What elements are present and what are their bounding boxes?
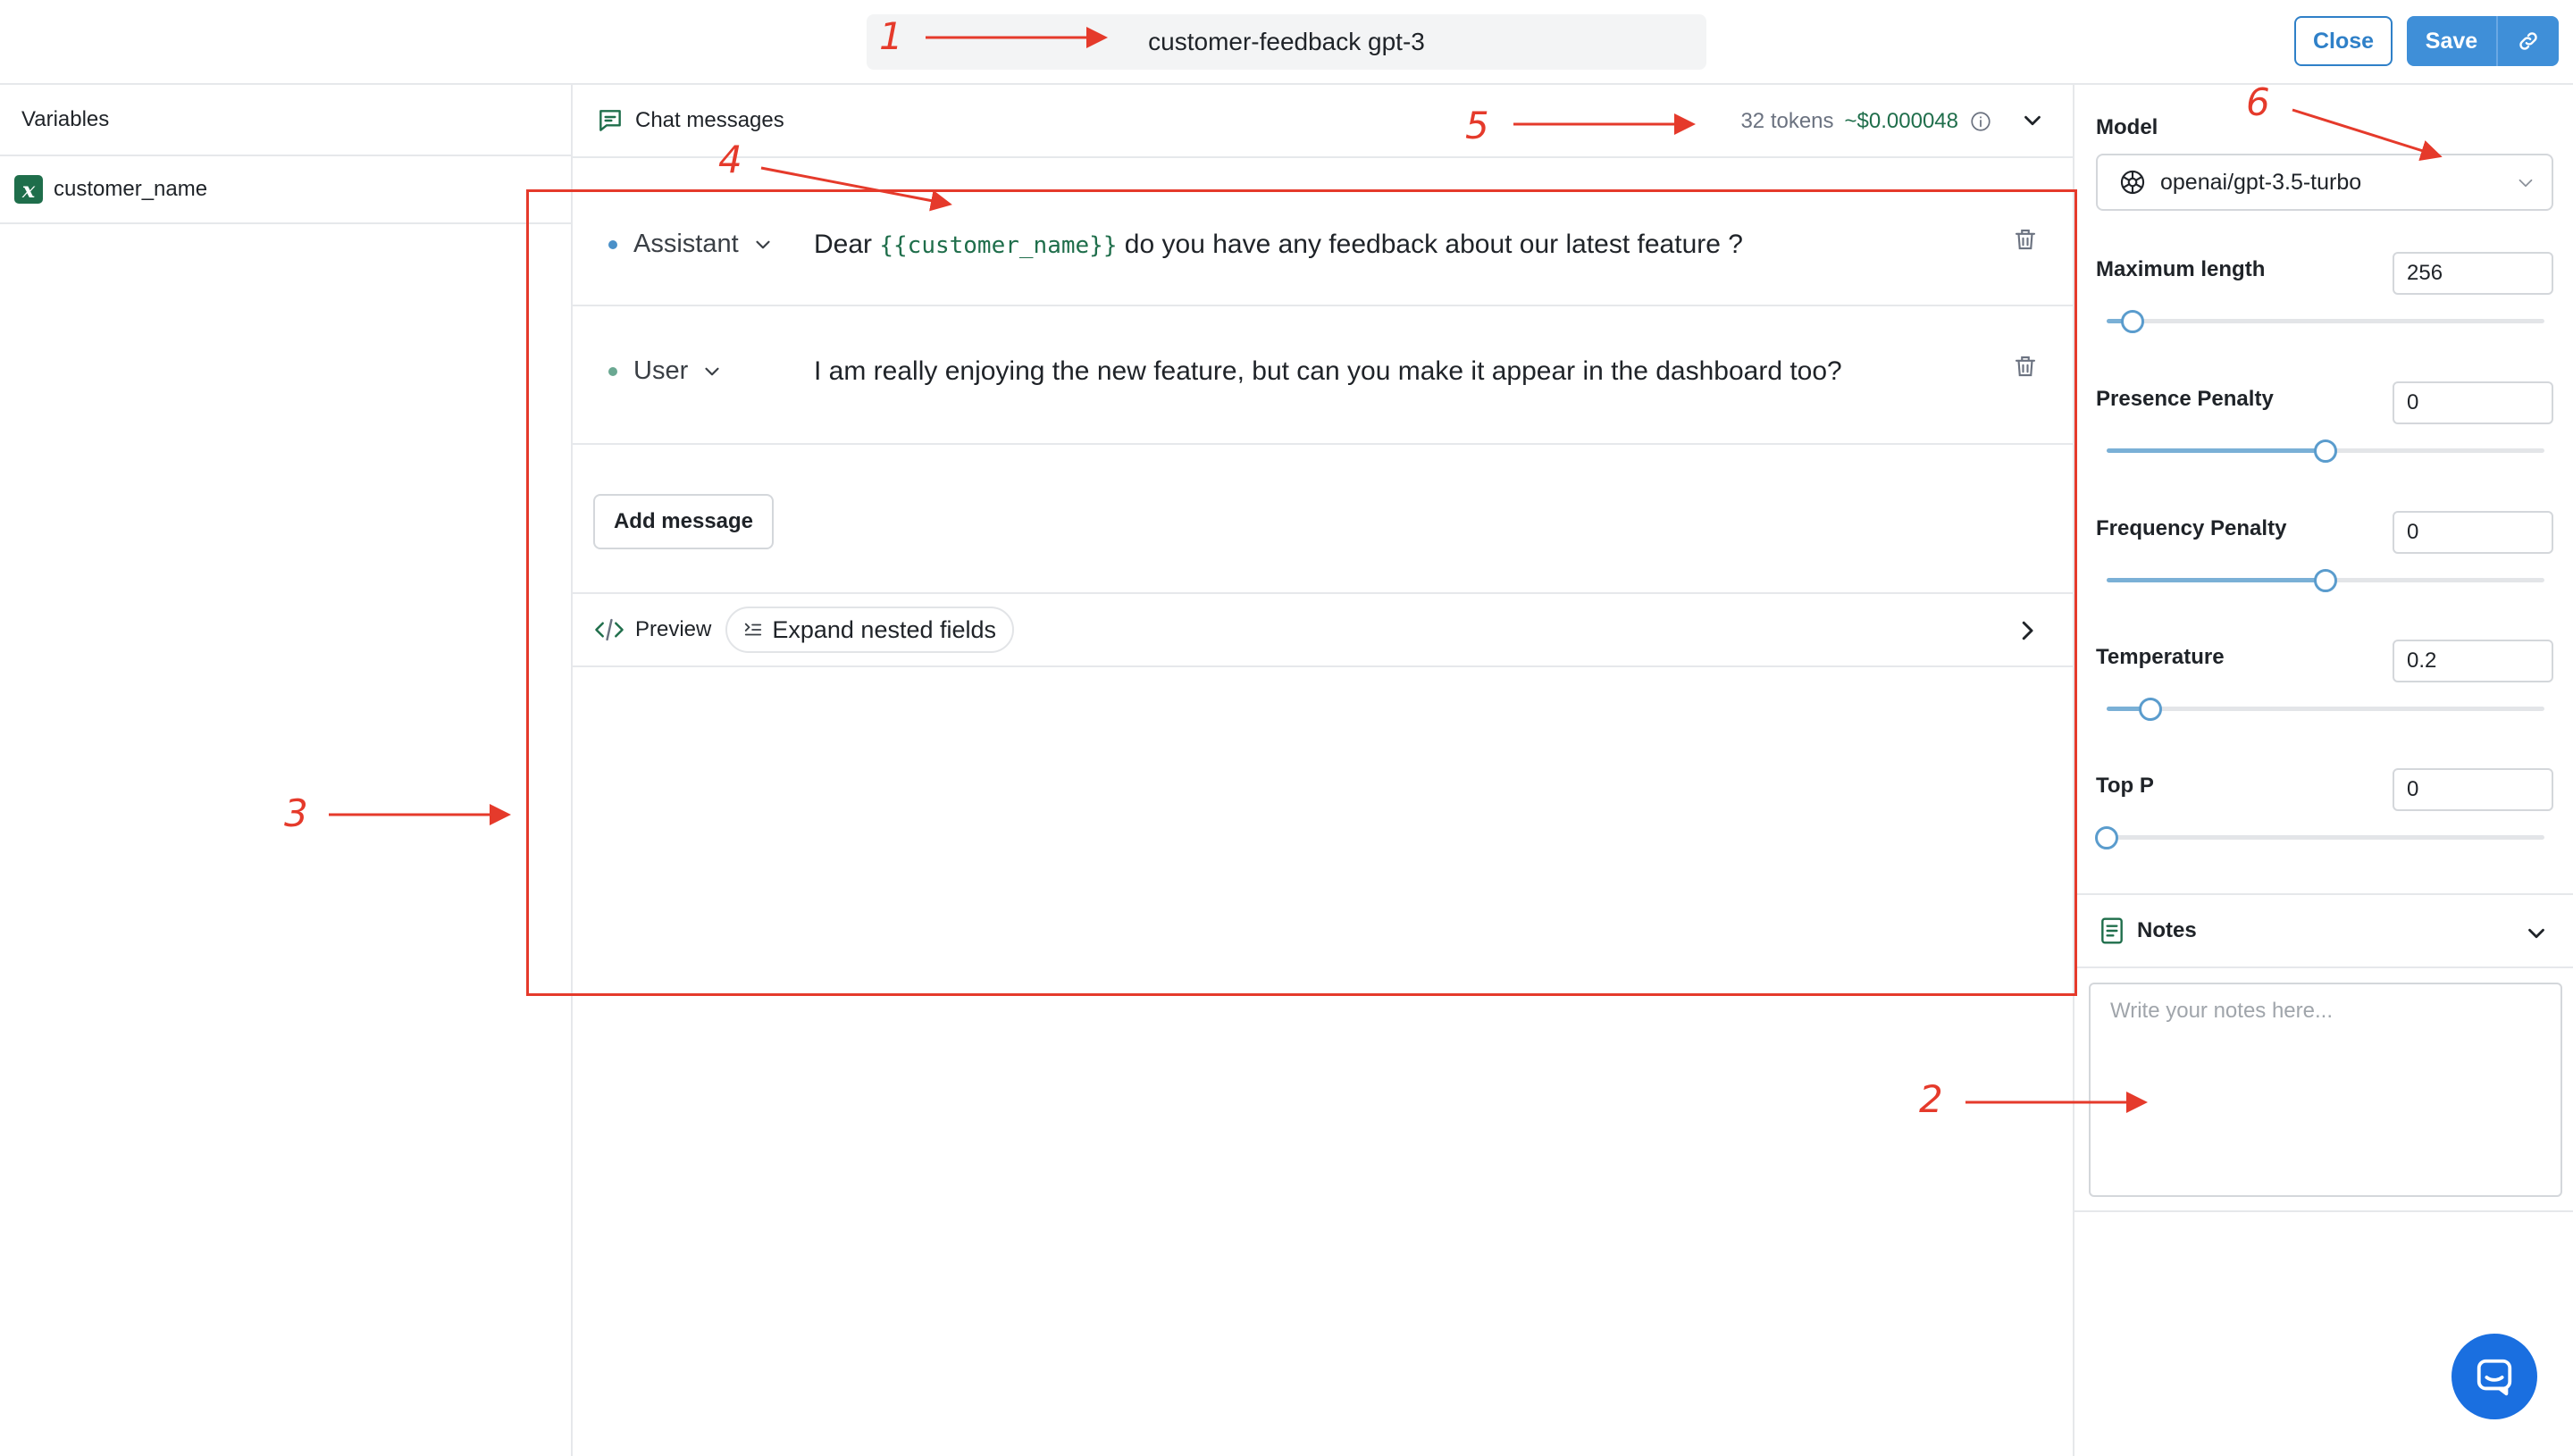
annotation-number: 5 bbox=[1465, 104, 1489, 147]
chevron-down-icon bbox=[751, 233, 775, 256]
notes-icon bbox=[2099, 916, 2125, 945]
expand-nested-fields-label: Expand nested fields bbox=[772, 615, 997, 643]
chat-panel bbox=[573, 85, 2073, 1456]
preview-bar bbox=[573, 592, 2073, 667]
presence-penalty-label: Presence Penalty bbox=[2096, 387, 2274, 411]
message-icon bbox=[2474, 1356, 2515, 1397]
save-button[interactable]: Save bbox=[2425, 28, 2478, 54]
maximum-length-label: Maximum length bbox=[2096, 257, 2266, 281]
role-dot bbox=[608, 240, 617, 249]
trash-icon[interactable] bbox=[2012, 353, 2039, 380]
support-chat-button[interactable] bbox=[2451, 1334, 2537, 1419]
top-p-input[interactable]: 0 bbox=[2393, 768, 2553, 811]
variables-panel bbox=[0, 85, 573, 1456]
notes-textarea[interactable] bbox=[2089, 983, 2562, 1197]
maximum-length-slider[interactable] bbox=[2107, 310, 2544, 331]
role-label: User bbox=[633, 356, 689, 385]
variables-heading: Variables bbox=[0, 85, 571, 156]
maximum-length-input[interactable]: 256 bbox=[2393, 252, 2553, 295]
preview-label: Preview bbox=[635, 617, 712, 641]
variable-row[interactable] bbox=[0, 156, 571, 224]
message-row-assistant bbox=[573, 190, 2073, 306]
presence-penalty-input[interactable]: 0 bbox=[2393, 381, 2553, 424]
model-select[interactable] bbox=[2096, 154, 2553, 211]
message-text[interactable] bbox=[814, 230, 1743, 260]
annotation-number: 4 bbox=[718, 138, 742, 181]
message-row-user bbox=[573, 306, 2073, 445]
annotation-number: 2 bbox=[1919, 1077, 1943, 1121]
notes-header[interactable] bbox=[2074, 893, 2573, 968]
role-dot bbox=[608, 367, 617, 376]
slider-track bbox=[2107, 835, 2544, 840]
slider-thumb[interactable] bbox=[2314, 569, 2337, 592]
annotation-number: 6 bbox=[2246, 80, 2270, 124]
code-icon bbox=[594, 616, 624, 643]
chevron-right-icon[interactable] bbox=[2014, 617, 2041, 644]
variable-icon: x bbox=[14, 175, 43, 204]
temperature-label: Temperature bbox=[2096, 645, 2225, 669]
chevron-down-icon[interactable] bbox=[2019, 107, 2046, 134]
message-text-suffix: do you have any feedback about our latest feature ? bbox=[1117, 230, 1743, 259]
annotation-number: 3 bbox=[284, 791, 308, 835]
notes-divider bbox=[2074, 1210, 2573, 1212]
temperature-slider[interactable] bbox=[2107, 698, 2544, 719]
frequency-penalty-input[interactable]: 0 bbox=[2393, 511, 2553, 554]
chat-messages-header[interactable] bbox=[573, 85, 2073, 158]
frequency-penalty-slider[interactable] bbox=[2107, 569, 2544, 590]
slider-thumb[interactable] bbox=[2139, 698, 2162, 721]
prompt-title-field[interactable]: customer-feedback gpt-3 bbox=[867, 14, 1706, 70]
save-button-group bbox=[2407, 16, 2559, 66]
slider-thumb[interactable] bbox=[2121, 310, 2144, 333]
variable-name: customer_name bbox=[54, 177, 208, 201]
chat-bubble-icon bbox=[596, 106, 624, 135]
top-p-slider[interactable] bbox=[2107, 826, 2544, 848]
model-label: Model bbox=[2096, 115, 2158, 139]
message-text-prefix: Dear bbox=[814, 230, 880, 259]
slider-fill bbox=[2107, 448, 2326, 453]
message-text[interactable]: I am really enjoying the new feature, but can you make it appear in the dashboard too? bbox=[814, 356, 1842, 386]
token-count: 32 tokens bbox=[1740, 109, 1834, 133]
token-counter bbox=[1740, 109, 1992, 134]
expand-nested-fields-button[interactable] bbox=[725, 607, 1014, 653]
slider-track bbox=[2107, 319, 2544, 323]
presence-penalty-slider[interactable] bbox=[2107, 439, 2544, 461]
temperature-input[interactable]: 0.2 bbox=[2393, 640, 2553, 682]
chevron-down-icon bbox=[700, 360, 724, 383]
template-variable: {{customer_name}} bbox=[879, 232, 1118, 259]
token-cost: ~$0.000048 bbox=[1844, 109, 1958, 133]
trash-icon[interactable] bbox=[2012, 226, 2039, 253]
add-message-button[interactable]: Add message bbox=[593, 494, 774, 549]
model-value: openai/gpt-3.5-turbo bbox=[2160, 169, 2362, 195]
role-selector[interactable] bbox=[608, 356, 724, 386]
chat-messages-heading: Chat messages bbox=[635, 108, 784, 132]
chevron-down-icon[interactable] bbox=[2523, 920, 2550, 947]
slider-thumb[interactable] bbox=[2095, 826, 2118, 849]
notes-label: Notes bbox=[2137, 918, 2197, 942]
role-selector[interactable] bbox=[608, 230, 775, 259]
openai-logo-icon bbox=[2117, 167, 2148, 197]
settings-panel bbox=[2073, 85, 2573, 1456]
indent-icon bbox=[743, 620, 763, 640]
preview-toggle[interactable] bbox=[594, 616, 711, 643]
slider-track bbox=[2107, 707, 2544, 711]
slider-fill bbox=[2107, 578, 2326, 582]
top-bar bbox=[0, 0, 2573, 85]
frequency-penalty-label: Frequency Penalty bbox=[2096, 516, 2287, 540]
close-button[interactable]: Close bbox=[2294, 16, 2393, 66]
slider-thumb[interactable] bbox=[2314, 439, 2337, 463]
role-label: Assistant bbox=[633, 230, 739, 258]
info-icon[interactable] bbox=[1969, 110, 1992, 133]
annotation-number: 1 bbox=[879, 14, 903, 58]
copy-link-icon[interactable] bbox=[2498, 29, 2559, 53]
top-p-label: Top P bbox=[2096, 774, 2154, 798]
chevron-down-icon bbox=[2514, 172, 2537, 195]
